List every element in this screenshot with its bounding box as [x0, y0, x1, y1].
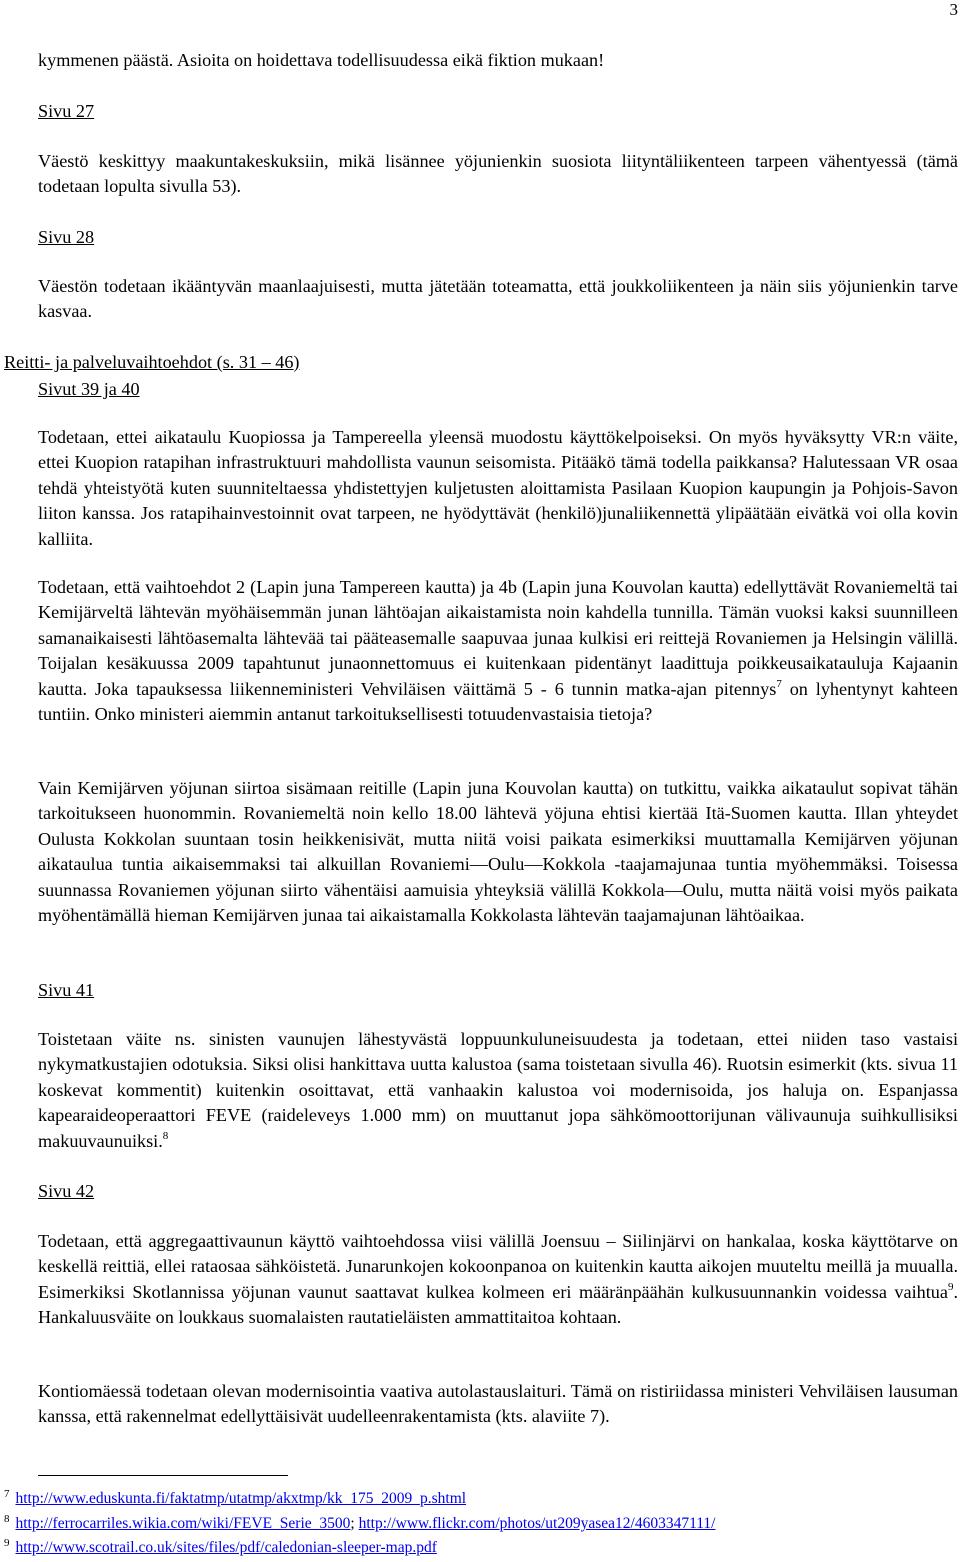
- section-heading-reitti: Reitti- ja palveluvaihtoehdot (s. 31 – 46): [4, 352, 300, 372]
- paragraph-sivu-42-text-b: . Hankaluusväite on loukkaus suomalaisten rautatieläisten ammattitaitoa kohtaan.: [38, 1281, 958, 1328]
- section-heading-sivut-39-40: Sivut 39 ja 40: [38, 379, 140, 399]
- page-number: 3: [949, 0, 958, 19]
- paragraph-sivu-42-text-a: Todetaan, että aggregaattivaunun käyttö vaihtoehdossa viisi välillä Joensuu – Siilinjärvi on hankalaa, koska käyttötarve on keskellä reittiä, ellei rataosaa sähköistetä. Junarunkojen kokoonpanoa on kuitenkin kautta aikojen muuteltu meillä ja muualla. Esimerkiksi Skotlannissa yöjunan vaunut saattavat kulkea kolmeen eri määränpäähän kulkusuunnankin voidessa vaihtua: [38, 1231, 958, 1302]
- footnote-ref-8: 8: [162, 1129, 169, 1142]
- footnote-ref-7: 7: [776, 677, 782, 690]
- paragraph-kemijarvi: Vain Kemijärven yöjunan siirtoa sisämaan reitille (Lapin juna Kouvolan kautta) on tutkittu, vaikka aikataulut sopivat tähän tarkoitukseen huonommin. Rovaniemeltä noin kello 18.00 lähtevä yöjuna ehtisi kiertää Itä-Suomen kautta. Illan yhteydet Oulusta Kokkolan suuntaan tosin heikkenisivät, mutta niitä voisi paikata esimerkiksi muuttamalla Kemijärven yöjunan aikataulua tuntia aikaisemmaksi tai alkuillan Rovaniemi—Oulu—Kokkola -taajamajunaa tuntia myöhemmäksi. Toisessa suunnassa Rovaniemen yöjunan siirto vähentäisi aamuisia yhteyksiä välillä Kokkola—Oulu, mutta näitä voisi myös paikata myöhentämällä hieman Kemijärven junaa tai aikaistamalla Kokkolasta lähtevän taajamajunan lähtöaikaa.: [38, 778, 958, 926]
- footnote-separator: [38, 1475, 288, 1476]
- section-heading-sivu-28: Sivu 28: [38, 227, 95, 247]
- paragraph-sivu-42: [38, 1229, 958, 1331]
- footnote-8-separator: ;: [350, 1515, 355, 1532]
- paragraph-kontiomaki: Kontiomäessä todetaan olevan modernisointia vaativa autolastauslaituri. Tämä on ristiriidassa ministeri Vehviläisen lausuman kanssa, että rakennelmat edellyttäisivät uudelleenrakentamista (kts. alaviite 7).: [38, 1381, 958, 1427]
- footnote-7-link[interactable]: http://www.eduskunta.fi/faktatmp/utatmp/akxtmp/kk_175_2009_p.shtml: [15, 1490, 467, 1507]
- footnote-8-link-feve[interactable]: http://ferrocarriles.wikia.com/wiki/FEVE_Serie_3500: [15, 1515, 351, 1532]
- footnote-number-8: 8: [4, 1513, 10, 1525]
- paragraph-sivu-41-text: Toistetaan väite ns. sinisten vaunujen lähestyvästä loppuunkuluneisuudesta ja todetaan, ettei niiden taso vastaisi nykymatkustajien odotuksia. Siksi olisi hankittava uutta kalustoa (sama toistetaan sivulla 46). Ruotsin esimerkit (kts. sivua 11 koskevat kommentit) kuitenkin osoittavat, että vanhaakin kalustoa voi modernisoida, jos haluja on. Espanjassa kapearaideoperaattori FEVE (raideleveys 1.000 mm) on muuttanut jopa sähkömoottorijunan välivaunuja suihkullisiksi makuuvaunuiksi.: [38, 1029, 958, 1151]
- footnote-9-link[interactable]: http://www.scotrail.co.uk/sites/files/pdf/caledonian-sleeper-map.pdf: [15, 1539, 437, 1556]
- footnote-7: [4, 1489, 466, 1509]
- footnote-8-link-flickr[interactable]: http://www.flickr.com/photos/ut209yasea12/4603347111/: [358, 1515, 716, 1532]
- paragraph-sivu-27: Väestö keskittyy maakuntakeskuksiin, mikä lisännee yöjunienkin suosiota liityntäliikenteen tarpeen vähentyessä (tämä todetaan lopulta sivulla 53).: [38, 151, 958, 197]
- footnote-ref-9: 9: [947, 1280, 954, 1293]
- paragraph-vaihtoehdot-text-b: on lyhentynyt kahteen tuntiin. Onko ministeri aiemmin antanut tarkoituksellisesti totuudenvastaisia tietoja?: [38, 678, 958, 725]
- footnote-number-7: 7: [4, 1488, 10, 1500]
- paragraph-vaihtoehdot-text-a: Todetaan, että vaihtoehdot 2 (Lapin juna Tampereen kautta) ja 4b (Lapin juna Kouvolan kautta) edellyttävät Rovaniemeltä tai Kemijärveltä lähtevän myöhäisemmän junan lähtöajan aikaistamista noin kahdella tunnilla. Tämän vuoksi kaksi suunnilleen samanaikaisesti lähtöasemalta lähtevää tai pääteasemalle saapuvaa junaa kulkisi eri reittejä Rovaniemen ja Helsingin välillä. Toijalan kesäkuussa 2009 tapahtunut junaonnettomuus ei kuitenkaan pidentänyt laadittuja poikkeusaikatauluja Kajaanin kautta. Joka tapauksessa liikenneministeri Vehviläisen väittämä 5 - 6 tunnin matka-ajan pitennys: [38, 577, 958, 699]
- paragraph-vaihtoehdot: [38, 575, 958, 727]
- section-heading-sivu-27: Sivu 27: [38, 101, 95, 121]
- section-heading-sivu-42: Sivu 42: [38, 1181, 95, 1201]
- footnote-number-9: 9: [4, 1537, 10, 1549]
- paragraph-sivu-28: Väestön todetaan ikääntyvän maanlaajuisesti, mutta jätetään toteamatta, että joukkoliikenteen ja näin siis yöjunienkin tarve kasvaa.: [38, 276, 958, 322]
- paragraph-continuation: kymmenen päästä. Asioita on hoidettava todellisuudessa eikä fiktion mukaan!: [38, 50, 605, 70]
- paragraph-sivu-41: [38, 1027, 958, 1154]
- section-heading-sivu-41: Sivu 41: [38, 980, 95, 1000]
- paragraph-sivut-39-40: Todetaan, ettei aikataulu Kuopiossa ja Tampereella yleensä muodostu käyttökelpoiseksi. On myös hyväksytty VR:n väite, ettei Kuopion ratapihan infrastruktuuri mahdollista vaunun seisomista. Pitääkö tämä todella paikkansa? Halutessaan VR osaa tehdä yhteistyötä kuten suunniteltaessa yhdistettyjen kuljetusten aloittamista Pasilaan Kuopion kaupungin ja Pohjois-Savon liiton kanssa. Jos ratapihainvestoinnit ovat tarpeen, ne hyödyttävät (henkilö)junaliikennettä ylipäätään eivätkä voi olla kovin kalliita.: [38, 427, 958, 549]
- footnote-9: [4, 1538, 437, 1558]
- footnote-8: [4, 1514, 716, 1534]
